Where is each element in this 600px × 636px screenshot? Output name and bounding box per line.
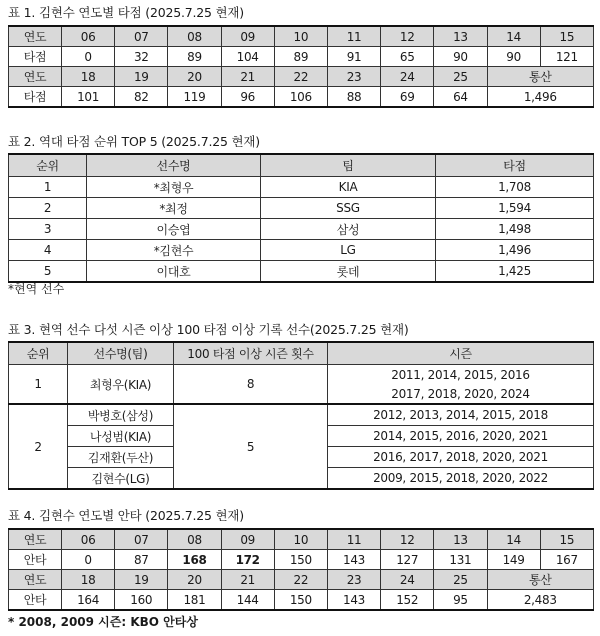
rank-cell: 5 [9, 261, 87, 283]
table-row [9, 26, 594, 47]
player-cell: 김현수(LG) [68, 468, 174, 490]
rbi-cell: 1,498 [436, 219, 594, 240]
total-value: 2,483 [487, 590, 594, 611]
value-cell: 0 [62, 550, 115, 570]
total-value: 1,496 [487, 87, 594, 108]
value-cell: 149 [487, 550, 540, 570]
table-row [9, 550, 594, 570]
year-cell: 19 [115, 570, 168, 590]
player-cell: 박병호(삼성) [68, 404, 174, 426]
year-cell: 09 [221, 26, 274, 47]
year-cell: 18 [62, 67, 115, 87]
table-row [9, 570, 594, 590]
player-cell: *최정 [87, 198, 261, 219]
active-player-note: *현역 선수 [8, 282, 65, 296]
player-cell: 나성범(KIA) [68, 426, 174, 447]
value-cell: 96 [221, 87, 274, 108]
rank-cell: 3 [9, 219, 87, 240]
seasons-cell: 2017, 2018, 2020, 2024 [328, 384, 594, 404]
row-header: 안타 [9, 550, 62, 570]
column-header: 선수명(팀) [68, 342, 174, 365]
100rbi-seasons-table [8, 341, 594, 490]
column-header: 선수명 [87, 154, 261, 177]
year-cell: 23 [327, 570, 380, 590]
year-cell: 21 [221, 570, 274, 590]
table-row [9, 261, 594, 283]
year-cell: 13 [434, 26, 487, 47]
value-cell: 143 [327, 590, 380, 611]
column-header: 팀 [261, 154, 436, 177]
table-row [9, 87, 594, 108]
value-cell: 65 [381, 47, 434, 67]
team-cell: 롯데 [261, 261, 436, 283]
table-row [9, 67, 594, 87]
value-cell: 87 [115, 550, 168, 570]
hits-award-note: * 2008, 2009 시즌: KBO 안타상 [8, 615, 198, 629]
table-header-row [9, 154, 594, 177]
value-cell: 90 [487, 47, 540, 67]
value-cell: 106 [274, 87, 327, 108]
rbi-cell: 1,425 [436, 261, 594, 283]
row-header: 타점 [9, 47, 62, 67]
seasons-cell: 2012, 2013, 2014, 2015, 2018 [328, 404, 594, 426]
table-row-highlight [9, 240, 594, 261]
value-cell: 121 [540, 47, 593, 67]
value-cell: 64 [434, 87, 487, 108]
value-cell: 91 [327, 47, 380, 67]
rank-cell: 2 [9, 198, 87, 219]
seasons-cell: 2016, 2017, 2018, 2020, 2021 [328, 447, 594, 468]
year-cell: 11 [327, 26, 380, 47]
rank-cell: 1 [9, 365, 68, 405]
year-cell: 25 [434, 570, 487, 590]
value-cell: 144 [221, 590, 274, 611]
value-cell: 143 [327, 550, 380, 570]
year-cell: 14 [487, 529, 540, 550]
hits-by-year-table [8, 528, 594, 611]
year-cell: 19 [115, 67, 168, 87]
value-cell: 167 [540, 550, 593, 570]
rbi-cell: 1,708 [436, 177, 594, 198]
seasons-cell: 2011, 2014, 2015, 2016 [328, 365, 594, 385]
rank-cell: 1 [9, 177, 87, 198]
table2-caption: 표 2. 역대 타점 순위 TOP 5 (2025.7.25 현재) [8, 134, 260, 149]
rbi-by-year-table [8, 25, 594, 108]
rbi-top5-table [8, 153, 594, 283]
table-row [9, 529, 594, 550]
row-header: 안타 [9, 590, 62, 611]
rank-cell: 4 [9, 240, 87, 261]
year-cell: 23 [327, 67, 380, 87]
table4-caption: 표 4. 김현수 연도별 안타 (2025.7.25 현재) [8, 508, 244, 523]
year-cell: 11 [327, 529, 380, 550]
team-cell: LG [261, 240, 436, 261]
column-header: 100 타점 이상 시즌 횟수 [174, 342, 328, 365]
count-cell: 8 [174, 365, 328, 405]
row-header: 타점 [9, 87, 62, 108]
seasons-cell: 2009, 2015, 2018, 2020, 2022 [328, 468, 594, 490]
year-cell: 14 [487, 26, 540, 47]
value-cell: 0 [62, 47, 115, 67]
value-cell: 164 [62, 590, 115, 611]
year-cell: 24 [381, 67, 434, 87]
year-cell: 21 [221, 67, 274, 87]
table-row [9, 219, 594, 240]
year-cell: 07 [115, 529, 168, 550]
team-cell: KIA [261, 177, 436, 198]
value-cell-highlight: 168 [168, 550, 221, 570]
rbi-cell: 1,496 [436, 240, 594, 261]
year-cell: 18 [62, 570, 115, 590]
team-cell: 삼성 [261, 219, 436, 240]
value-cell: 150 [274, 590, 327, 611]
table3-caption: 표 3. 현역 선수 다섯 시즌 이상 100 타점 이상 기록 선수(2025.7.25 현재) [8, 322, 409, 337]
year-cell: 22 [274, 67, 327, 87]
value-cell: 119 [168, 87, 221, 108]
year-cell: 10 [274, 26, 327, 47]
year-cell: 10 [274, 529, 327, 550]
player-cell: *김현수 [87, 240, 261, 261]
rbi-cell: 1,594 [436, 198, 594, 219]
value-cell-highlight: 172 [221, 550, 274, 570]
value-cell: 152 [381, 590, 434, 611]
year-cell: 22 [274, 570, 327, 590]
player-cell: 이대호 [87, 261, 261, 283]
player-cell: 최형우(KIA) [68, 365, 174, 405]
table-row [9, 177, 594, 198]
column-header: 순위 [9, 342, 68, 365]
table-row [9, 404, 594, 426]
value-cell: 89 [274, 47, 327, 67]
year-cell: 20 [168, 67, 221, 87]
value-cell: 150 [274, 550, 327, 570]
row-header: 연도 [9, 529, 62, 550]
row-header: 연도 [9, 67, 62, 87]
value-cell: 82 [115, 87, 168, 108]
value-cell: 95 [434, 590, 487, 611]
year-cell: 09 [221, 529, 274, 550]
table1-caption: 표 1. 김현수 연도별 타점 (2025.7.25 현재) [8, 5, 244, 20]
column-header: 타점 [436, 154, 594, 177]
column-header: 시즌 [328, 342, 594, 365]
value-cell: 89 [168, 47, 221, 67]
year-cell: 08 [168, 26, 221, 47]
table-header-row [9, 342, 594, 365]
table-row [9, 47, 594, 67]
year-cell: 12 [381, 529, 434, 550]
value-cell: 90 [434, 47, 487, 67]
year-cell: 12 [381, 26, 434, 47]
value-cell: 101 [62, 87, 115, 108]
value-cell: 69 [381, 87, 434, 108]
year-cell: 15 [540, 26, 593, 47]
year-cell: 24 [381, 570, 434, 590]
rank-cell: 2 [9, 404, 68, 489]
value-cell: 32 [115, 47, 168, 67]
row-header: 연도 [9, 570, 62, 590]
value-cell: 127 [381, 550, 434, 570]
row-header: 연도 [9, 26, 62, 47]
year-cell: 25 [434, 67, 487, 87]
year-cell: 15 [540, 529, 593, 550]
year-cell: 13 [434, 529, 487, 550]
team-cell: SSG [261, 198, 436, 219]
year-cell: 06 [62, 26, 115, 47]
year-cell: 07 [115, 26, 168, 47]
total-label: 통산 [487, 570, 594, 590]
table-row [9, 590, 594, 611]
table-row [9, 365, 594, 385]
player-cell: 김재환(두산) [68, 447, 174, 468]
player-cell: *최형우 [87, 177, 261, 198]
year-cell: 20 [168, 570, 221, 590]
value-cell: 88 [327, 87, 380, 108]
table-row [9, 198, 594, 219]
year-cell: 08 [168, 529, 221, 550]
player-cell: 이승엽 [87, 219, 261, 240]
seasons-cell: 2014, 2015, 2016, 2020, 2021 [328, 426, 594, 447]
year-cell: 06 [62, 529, 115, 550]
value-cell: 131 [434, 550, 487, 570]
value-cell: 181 [168, 590, 221, 611]
value-cell: 104 [221, 47, 274, 67]
column-header: 순위 [9, 154, 87, 177]
count-cell: 5 [174, 404, 328, 489]
value-cell: 160 [115, 590, 168, 611]
total-label: 통산 [487, 67, 594, 87]
